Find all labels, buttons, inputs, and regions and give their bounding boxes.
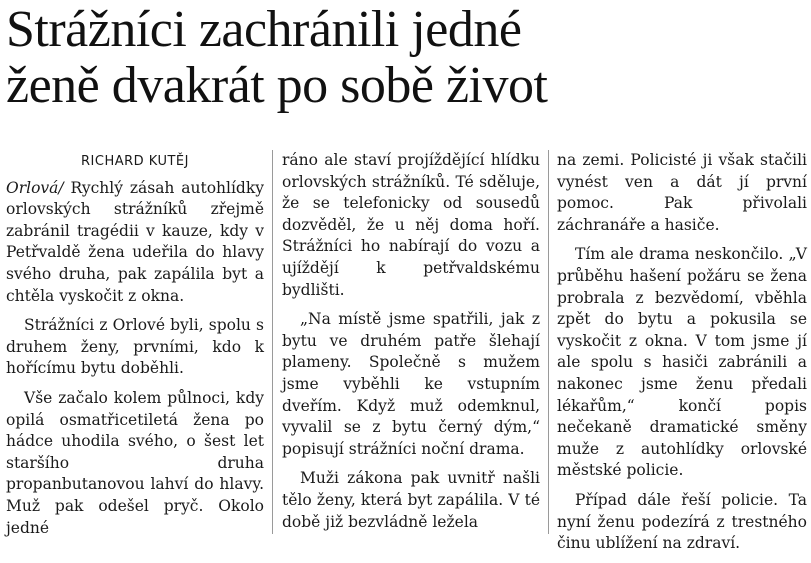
article-column-3: [557, 150, 807, 563]
paragraph-3-continued: ráno ale staví projíždějící hlídku orlovských strážníků. Té sděluje, že se telefonicky od sousedů dozvěděl, že u něj doma hoří. Strážníci ho nabírají do vozu a ujíždějí k petřvaldskému bydlišti.: [282, 151, 540, 299]
paragraph-5-continued: na zemi. Policisté ji však stačili vynést ven a dát jí první pomoc. Pak přivolali záchranáře a hasiče.: [557, 151, 807, 234]
column-divider-2: [548, 150, 549, 534]
headline: [6, 2, 806, 114]
paragraph-3: Vše začalo kolem půlnoci, kdy opilá osmatřicetiletá žena po hádce uhodila svého, o šest let staršího druha propanbutanovou lahví do hlavy. Muž pak odešel pryč. Okolo jedné: [6, 388, 264, 537]
article-column-2: [282, 150, 540, 541]
paragraph-7: Případ dále řeší policie. Ta nyní ženu podezírá z trestného činu ublížení na zdraví.: [557, 490, 807, 553]
paragraph-1-text: Rychlý zásah autohlídky orlovských strážníků zřejmě zabránil tragédii v kauze, kdy v Petřvaldě žena udeřila do hlavy svého druha, pak zapálila byt a chtěla vyskočit z okna.: [6, 178, 264, 305]
article-column-1: [6, 150, 264, 547]
paragraph-4: „Na místě jsme spatřili, jak z bytu ve druhém patře šlehají plameny. Společně s mužem jsme vyběhli ke vstupním dveřím. Když muž odemknul, vyvalil se z bytu černý dým,“ popisují strážníci noční drama.: [282, 310, 540, 458]
headline-line-2: ženě dvakrát po sobě život: [6, 57, 548, 114]
headline-line-1: Strážníci zachránili jedné: [6, 1, 522, 58]
paragraph-6: Tím ale drama neskončilo. „V průběhu hašení požáru se žena probrala z bezvědomí, vběhla zpět do bytu a pokusila se vyskočit z okna. V tom jsme jí ale spolu s hasiči zabránili a nakonec jsme ženu předali lékařům,“ končí popis nečekaně dramatické směny muže z autohlídky orlovské městské policie.: [557, 245, 807, 480]
paragraph-2: Strážníci z Orlové byli, spolu s druhem ženy, prvními, kdo k hořícímu bytu doběhli.: [6, 316, 264, 378]
column-divider-1: [272, 150, 273, 534]
paragraph-1: [6, 178, 264, 308]
paragraph-5: Muži zákona pak uvnitř našli tělo ženy, která byt zapálila. V té době již bezvládně ležela: [282, 469, 540, 531]
byline: RICHARD KUTĚJ: [81, 154, 189, 169]
dateline: Orlová/: [6, 178, 64, 197]
